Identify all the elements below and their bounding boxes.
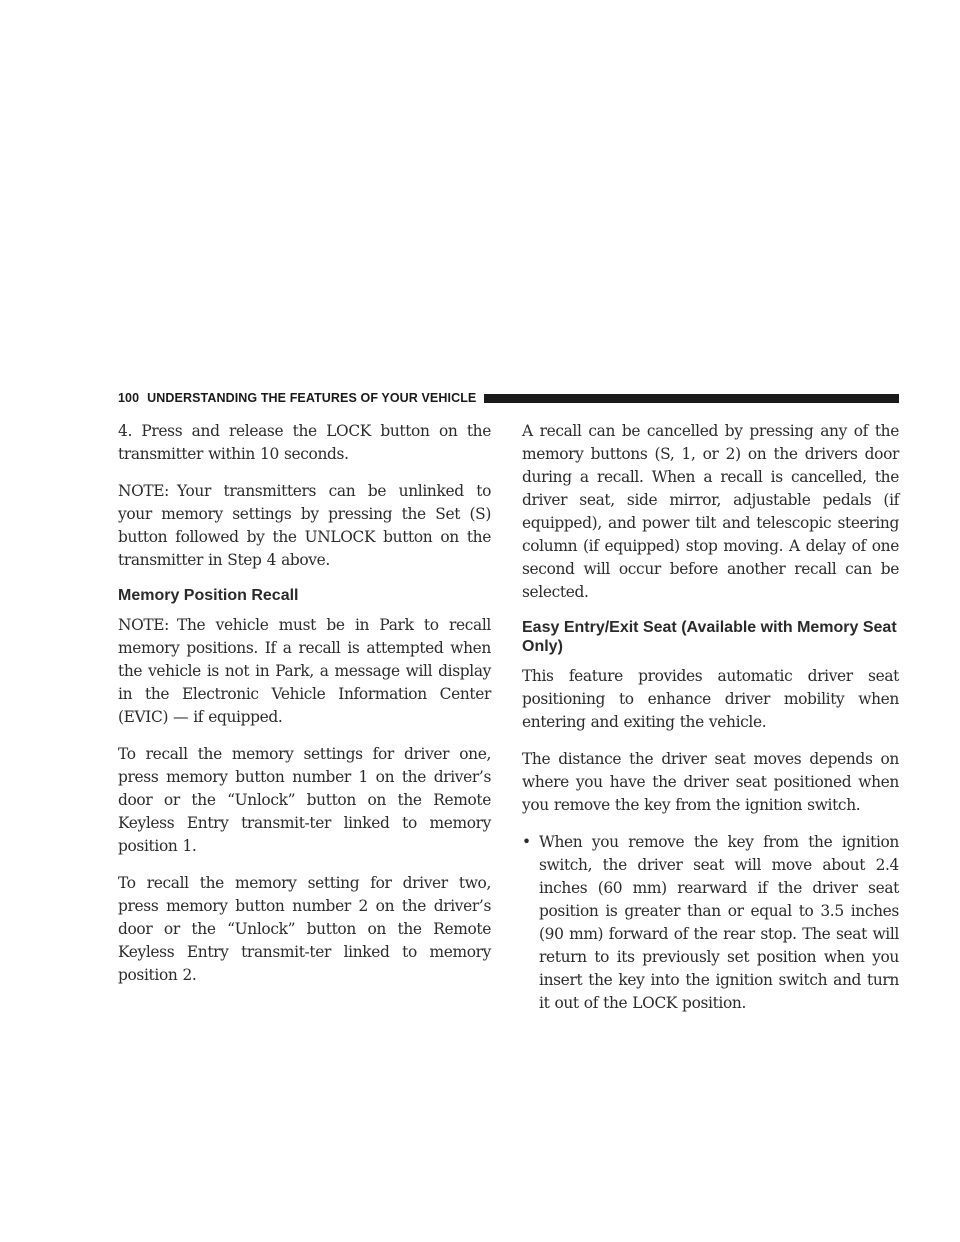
note-label: NOTE: — [118, 616, 170, 634]
header-rule — [484, 394, 899, 403]
page-number: 100 — [118, 391, 140, 405]
easy-entry-exit-heading: Easy Entry/Exit Seat (Available with Memory Seat Only) — [522, 619, 897, 655]
left-column — [118, 420, 491, 1001]
recall-driver-one-paragraph: To recall the memory settings for driver one, press memory button number 1 on the driver’s door or the “Unlock” button on the Remote Keyless Entry transmit-ter linked to memory position 1. — [118, 745, 491, 855]
recall-driver-two-paragraph: To recall the memory setting for driver two, press memory button number 2 on the driver’s door or the “Unlock” button on the Remote Keyless Entry transmit-ter linked to memory position 2. — [118, 874, 491, 984]
bullet-text: When you remove the key from the ignition switch, the driver seat will move about 2.4 inches (60 mm) rearward if the driver seat position is greater than or equal to 3.5 inches (90 mm) forward of the rear stop. The seat will return to its previously set position when you insert the key into the ignition switch and turn it out of the LOCK position. — [539, 833, 899, 1012]
note-unlink-text: Your transmitters can be unlinked to your memory settings by pressing the Set (S) button followed by the UNLOCK button on the transmitter in Step 4 above. — [118, 482, 491, 569]
page-header — [118, 391, 899, 405]
feature-description-paragraph: This feature provides automatic driver seat positioning to enhance driver mobility when entering and exiting the vehicle. — [522, 667, 899, 731]
step-4-paragraph: 4. Press and release the LOCK button on the transmitter within 10 seconds. — [118, 422, 491, 463]
note-unlink-paragraph — [118, 480, 491, 572]
section-title: UNDERSTANDING THE FEATURES OF YOUR VEHICLE — [147, 391, 477, 405]
note-park-text: The vehicle must be in Park to recall memory positions. If a recall is attempted when the vehicle is not in Park, a message will display in the Electronic Vehicle Information Center (EVIC) — if equipped. — [118, 616, 491, 726]
seat-distance-paragraph: The distance the driver seat moves depends on where you have the driver seat positioned when you remove the key from the ignition switch. — [522, 750, 899, 814]
note-park-paragraph — [118, 614, 491, 729]
note-label: NOTE: — [118, 482, 170, 500]
recall-cancel-paragraph: A recall can be cancelled by pressing any of the memory buttons (S, 1, or 2) on the drivers door during a recall. When a recall is cancelled, the driver seat, side mirror, adjustable pedals (if equipped), and power tilt and telescopic steering column (if equipped) stop moving. A delay of one second will occur before another recall can be selected. — [522, 422, 899, 601]
list-item — [522, 831, 899, 1015]
right-column — [522, 420, 899, 1015]
bullet-icon: • — [522, 833, 532, 851]
memory-position-recall-heading: Memory Position Recall — [118, 587, 299, 604]
